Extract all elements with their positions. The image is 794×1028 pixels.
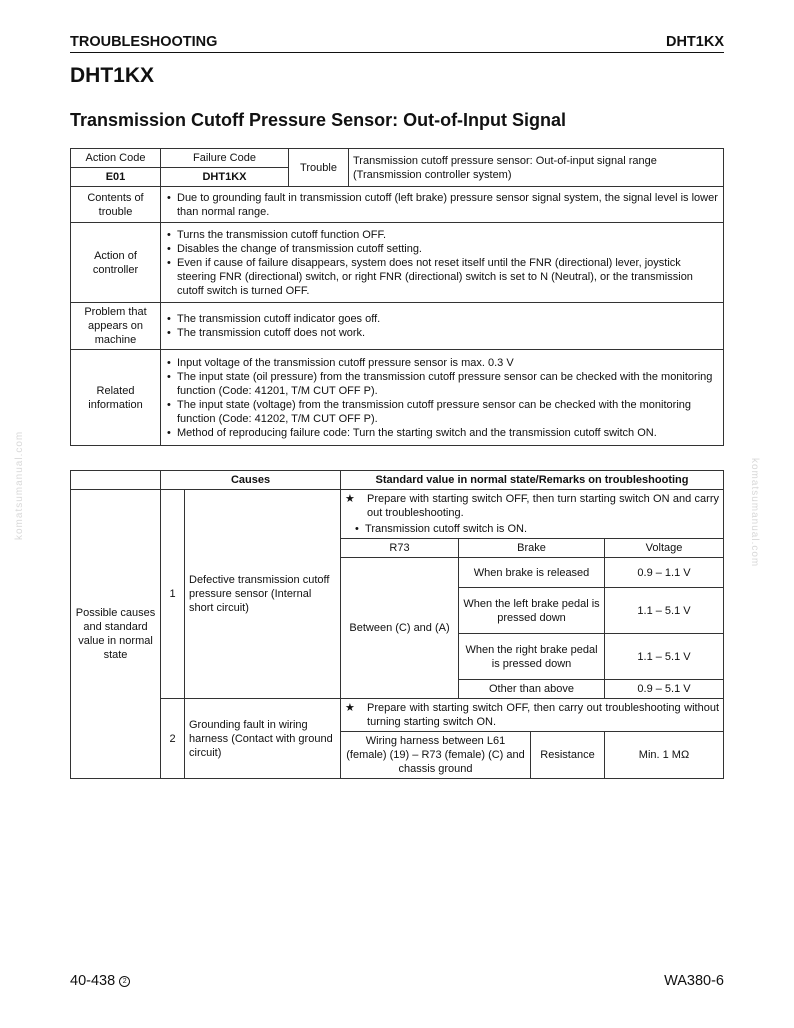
contents-cell (161, 187, 724, 223)
action-code-label: Action Code (71, 149, 161, 168)
voltage-header: Voltage (605, 539, 724, 558)
section-title: Transmission Cutoff Pressure Sensor: Out-of-Input Signal (70, 110, 567, 130)
problem-cell (161, 303, 724, 350)
problem-item: • The transmission cutoff indicator goes off. (165, 312, 719, 326)
causes-header: Causes (161, 471, 341, 490)
cause-1-prep: Prepare with starting switch OFF, then turn starting switch ON and carry out troubleshooting. (367, 493, 719, 519)
voltage-value: 0.9 – 5.1 V (605, 680, 724, 699)
related-item: • Input voltage of the transmission cutoff pressure sensor is max. 0.3 V (165, 356, 719, 370)
star-icon: ★ (345, 493, 355, 505)
cause-2-number: 2 (161, 699, 185, 779)
failure-code-label: Failure Code (161, 149, 289, 168)
harness-description: Wiring harness between L61 (female) (19) – R73 (female) (C) and chassis ground (341, 732, 531, 779)
watermark-right: komatsumanual.com (749, 458, 760, 568)
page-header (70, 34, 724, 53)
model-name: WA380-6 (664, 973, 724, 989)
related-item: • The input state (oil pressure) from the transmission cutoff pressure sensor can be checked with the monitoring function (Code: 41201, T/M CUT OFF P). (165, 370, 719, 398)
header-section-label: TROUBLESHOOTING (70, 34, 218, 50)
related-cell (161, 350, 724, 446)
failure-code-title: DHT1KX (70, 64, 155, 87)
resistance-value: Min. 1 MΩ (605, 732, 724, 779)
cause-2-prep-cell (341, 699, 724, 732)
contents-label: Contents of trouble (71, 187, 161, 223)
related-item: • Method of reproducing failure code: Turn the starting switch and the transmission cutoff switch ON. (165, 426, 719, 440)
contents-item: • Due to grounding fault in transmission cutoff (left brake) pressure sensor signal system, the signal level is lower than normal range. (165, 191, 719, 219)
cause-2-text: Grounding fault in wiring harness (Contact with ground circuit) (185, 699, 341, 779)
trouble-label: Trouble (289, 149, 349, 187)
page-number-text: 40-438 (70, 973, 116, 989)
causes-header-blank (71, 471, 161, 490)
action-cell (161, 223, 724, 303)
cause-1-condition: • Transmission cutoff switch is ON. (353, 522, 719, 536)
between-pins: Between (C) and (A) (341, 558, 459, 699)
voltage-value: 1.1 – 5.1 V (605, 588, 724, 634)
related-label: Related information (71, 350, 161, 446)
action-code-value: E01 (71, 168, 161, 187)
trouble-text: Transmission cutoff pressure sensor: Out-of-input signal range (Transmission controller system) (349, 149, 724, 187)
action-label: Action of controller (71, 223, 161, 303)
header-code-label: DHT1KX (665, 34, 724, 50)
failure-info-table (70, 148, 724, 446)
failure-code-value: DHT1KX (161, 168, 289, 187)
possible-causes-label: Possible causes and standard value in normal state (71, 490, 161, 779)
cause-1-prep-cell (341, 490, 724, 539)
resistance-label: Resistance (531, 732, 605, 779)
brake-condition: Other than above (459, 680, 605, 699)
action-item: • Even if cause of failure disappears, system does not reset itself until the FNR (directional) lever, joystick steering FNR (directional) switch, or right FNR (directional) switch is set to N (Neutral), or the transmission cutoff switch is turned OFF. (165, 256, 719, 298)
watermark-left: komatsumanual.com (14, 430, 25, 540)
cause-2-prep: Prepare with starting switch OFF, then carry out troubleshooting without turning starting switch ON. (367, 702, 719, 728)
brake-header: Brake (459, 539, 605, 558)
connector-header: R73 (341, 539, 459, 558)
brake-condition: When the left brake pedal is pressed down (459, 588, 605, 634)
related-item: • The input state (voltage) from the transmission cutoff pressure sensor can be checked with the monitoring function (Code: 41202, T/M CUT OFF P). (165, 398, 719, 426)
problem-label: Problem that appears on machine (71, 303, 161, 350)
voltage-value: 1.1 – 5.1 V (605, 634, 724, 680)
page-number (70, 973, 130, 989)
revision-mark: 2 (119, 976, 130, 987)
cause-1-number: 1 (161, 490, 185, 699)
problem-item: • The transmission cutoff does not work. (165, 326, 719, 340)
brake-condition: When brake is released (459, 558, 605, 588)
action-item: • Turns the transmission cutoff function OFF. (165, 228, 719, 242)
brake-condition: When the right brake pedal is pressed down (459, 634, 605, 680)
star-icon: ★ (345, 702, 355, 714)
cause-1-text: Defective transmission cutoff pressure sensor (Internal short circuit) (185, 490, 341, 699)
standard-header: Standard value in normal state/Remarks on troubleshooting (341, 471, 724, 490)
voltage-value: 0.9 – 1.1 V (605, 558, 724, 588)
causes-table (70, 470, 724, 779)
action-item: • Disables the change of transmission cutoff setting. (165, 242, 719, 256)
